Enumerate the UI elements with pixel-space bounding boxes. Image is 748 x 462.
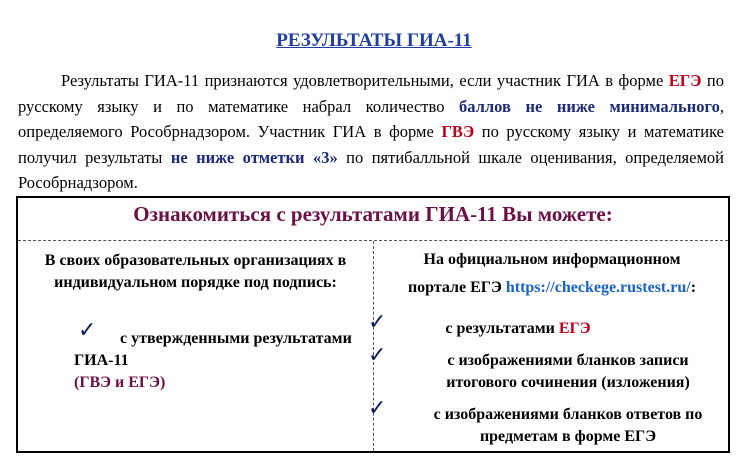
min-mark-phrase: не ниже отметки «3» — [170, 147, 338, 167]
intro-paragraph — [18, 68, 724, 196]
min-score-phrase: баллов не ниже минимального — [459, 96, 720, 116]
check-icon: ✓ — [368, 309, 387, 334]
right-heading-line2-suffix: : — [690, 279, 697, 296]
check-icon: ✓ — [368, 342, 387, 367]
left-item-text: с утвержденными результатами ГИА-11 — [74, 330, 352, 369]
page-title: РЕЗУЛЬТАТЫ ГИА-11 — [276, 30, 472, 51]
box-title: Ознакомиться с результатами ГИА-11 Вы можете: — [133, 202, 613, 226]
check-icon: ✓ — [368, 395, 387, 420]
right-item1-text: с результатами — [445, 320, 559, 337]
gve-term: ГВЭ — [441, 122, 475, 141]
right-heading-line1: На официальном информационном — [423, 251, 681, 268]
right-heading-line2-prefix: портале ЕГЭ — [407, 279, 506, 296]
left-item-note: (ГВЭ и ЕГЭ) — [74, 374, 166, 391]
left-list-item — [74, 328, 364, 394]
right-list-item-2: с изображениями бланков записи итогового сочинения (изложения) — [446, 352, 690, 391]
right-list-item-1 — [418, 318, 618, 340]
intro-text-4: по русскому языку и математике получил результаты — [18, 122, 724, 167]
intro-text-3: , определяемого Рособрнадзором. Участник ГИА в форме — [18, 96, 724, 141]
intro-text-1: Результаты ГИА-11 признаются удовлетворительными, если участник ГИА в форме — [61, 71, 669, 90]
right-list-item-3: с изображениями бланков ответов по предметам в форме ЕГЭ — [433, 406, 703, 445]
right-item1-accent: ЕГЭ — [558, 320, 591, 337]
right-column-heading — [374, 246, 730, 302]
left-column-heading: В своих образовательных организациях в индивидуальном порядке под подпись: — [44, 252, 347, 291]
intro-text-5: по пятибалльной шкале оценивания, определяемой Рособрнадзором. — [18, 147, 724, 192]
check-icon: ✓ — [78, 317, 97, 342]
intro-text-2: по русскому языку и по математике набрал количество — [18, 71, 724, 116]
results-access-box — [16, 196, 730, 453]
checkege-link[interactable]: https://checkege.rustest.ru/ — [505, 279, 691, 296]
ege-term: ЕГЭ — [668, 71, 702, 90]
